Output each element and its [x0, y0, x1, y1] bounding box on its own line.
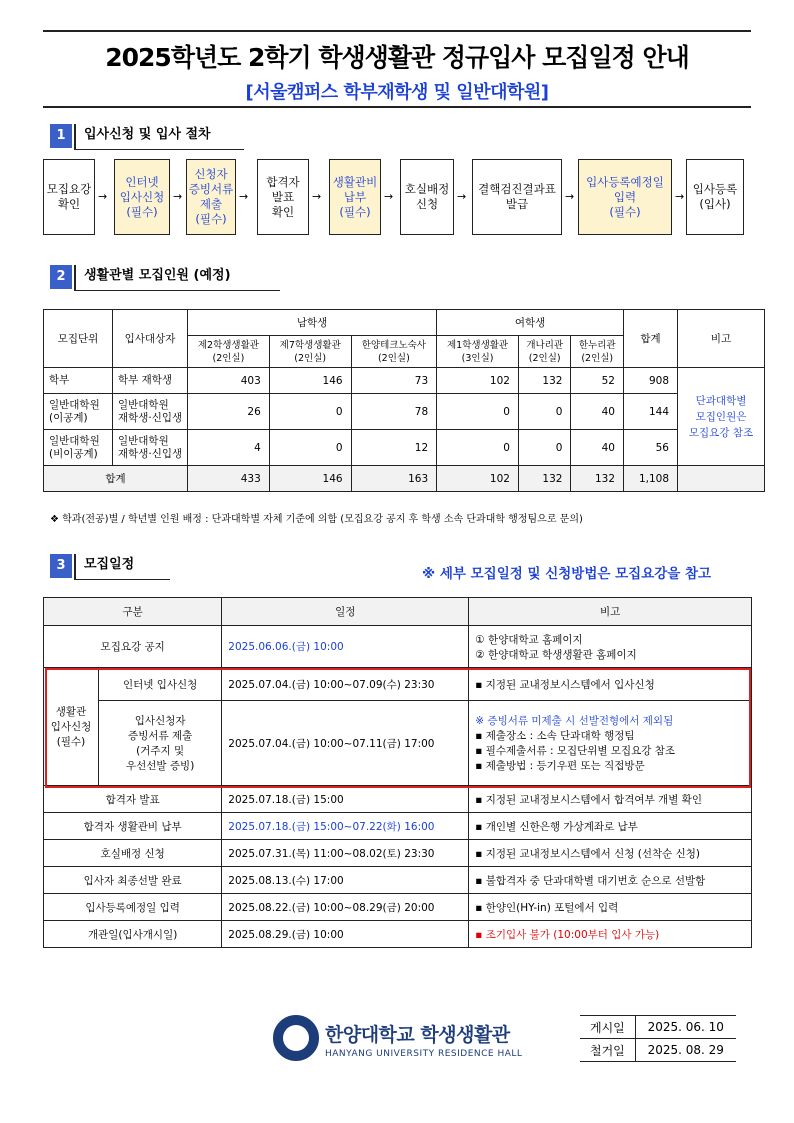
flow-step: 인터넷 입사신청 (필수)	[114, 159, 170, 235]
row-total: 56	[624, 430, 678, 466]
table-row	[44, 894, 752, 921]
table-cell: 26	[188, 394, 270, 430]
capacity-table	[43, 309, 765, 492]
posted-date: 2025. 06. 10	[635, 1016, 736, 1039]
row-date: 2025.08.22.(금) 10:00~08.29(금) 20:00	[222, 894, 469, 921]
grand-total: 1,108	[624, 466, 678, 492]
arrow-right-icon: →	[312, 190, 322, 203]
row-label: 합격자 생활관비 납부	[44, 813, 222, 840]
section-3-title: 모집일정	[74, 554, 170, 580]
table-cell: 0	[269, 394, 351, 430]
col-schedule-remark: 비고	[469, 598, 752, 626]
row-remark: ▪ 지정된 교내정보시스템에서 신청 (선착순 신청)	[469, 840, 752, 867]
institution-logo	[325, 1020, 522, 1059]
logo-english: HANYANG UNIVERSITY RESIDENCE HALL	[325, 1049, 523, 1059]
row-date: 2025.06.06.(금) 10:00	[222, 626, 469, 668]
remark-line: ② 한양대학교 학생생활관 홈페이지	[475, 648, 637, 661]
posting-dates	[580, 1015, 736, 1062]
row-label: 합격자 발표	[44, 786, 222, 813]
row-unit: 학부	[44, 368, 113, 394]
table-cell: 78	[351, 394, 437, 430]
posted-label: 게시일	[580, 1016, 635, 1039]
row-remark: ▪ 불합격자 중 단과대학별 대기번호 순으로 선발함	[469, 867, 752, 894]
row-date: 2025.07.31.(목) 11:00~08.02(토) 23:30	[222, 840, 469, 867]
empty-cell	[678, 466, 765, 492]
row-remark: ▪ 개인별 신한은행 가상계좌로 납부	[469, 813, 752, 840]
arrow-right-icon: →	[384, 190, 394, 203]
row-total: 144	[624, 394, 678, 430]
remark-line: ▪ 제출방법 : 등기우편 또는 직접방문	[475, 760, 645, 772]
row-remark: ▪ 한양인(HY-in) 포털에서 입력	[469, 894, 752, 921]
row-label: 호실배정 신청	[44, 840, 222, 867]
row-unit: 일반대학원 (이공계)	[44, 394, 113, 430]
section-1-badge: 1	[50, 124, 72, 148]
table-cell: 0	[437, 430, 519, 466]
row-date: 2025.08.29.(금) 10:00	[222, 921, 469, 948]
removed-label: 철거일	[580, 1039, 635, 1062]
table-cell: 0	[437, 394, 519, 430]
col-hall: 한양테크노숙사 (2인실)	[351, 336, 437, 368]
table-cell: 12	[351, 430, 437, 466]
table-cell: 146	[269, 466, 351, 492]
arrow-right-icon: →	[565, 190, 575, 203]
table-cell: 0	[518, 430, 571, 466]
table-cell: 40	[571, 394, 624, 430]
col-total: 합계	[624, 310, 678, 368]
flow-step: 입사등록 (입사)	[686, 159, 744, 235]
row-label: 입사신청자 증빙서류 제출 (거주지 및 우선선발 증빙)	[99, 701, 222, 786]
row-unit: 일반대학원 (비이공계)	[44, 430, 113, 466]
logo-korean: 한양대학교 학생생활관	[325, 1024, 510, 1046]
row-label: 인터넷 입사신청	[99, 668, 222, 701]
row-date: 2025.07.04.(금) 10:00~07.09(수) 23:30	[222, 668, 469, 701]
page-subtitle: [서울캠퍼스 학부재학생 및 일반대학원]	[245, 82, 549, 103]
row-label: 입사자 최종선발 완료	[44, 867, 222, 894]
section-2-badge: 2	[50, 265, 72, 289]
arrow-right-icon: →	[98, 190, 108, 203]
col-remark: 비고	[678, 310, 765, 368]
col-hall: 개나리관 (2인실)	[518, 336, 571, 368]
table-row	[44, 921, 752, 948]
schedule-table	[43, 597, 752, 948]
table-row	[44, 626, 752, 668]
row-target: 학부 재학생	[113, 368, 188, 394]
table-cell: 0	[518, 394, 571, 430]
group-label: 생활관 입사신청 (필수)	[44, 668, 99, 786]
arrow-right-icon: →	[675, 190, 685, 203]
arrow-right-icon: →	[173, 190, 183, 203]
row-label: 모집요강 공지	[44, 626, 222, 668]
table-cell: 52	[571, 368, 624, 394]
document-header	[43, 30, 751, 108]
table-cell: 132	[518, 466, 571, 492]
table-cell: 4	[188, 430, 270, 466]
table-cell: 403	[188, 368, 270, 394]
row-remark: ▪ 지정된 교내정보시스템에서 입사신청	[469, 668, 752, 701]
table-row	[44, 368, 765, 394]
section-2-title: 생활관별 모집인원 (예정)	[74, 265, 280, 291]
row-remark	[469, 701, 752, 786]
table-cell: 132	[518, 368, 571, 394]
flow-step: 생활관비 납부 (필수)	[329, 159, 381, 235]
remark-cell: 단과대학별 모집인원은 모집요강 참조	[678, 368, 765, 466]
row-total: 908	[624, 368, 678, 394]
col-category: 구분	[44, 598, 222, 626]
col-male: 남학생	[188, 310, 437, 336]
flow-step: 결핵검진결과표 발급	[472, 159, 562, 235]
col-schedule: 일정	[222, 598, 469, 626]
allocation-note: ❖ 학과(전공)별 / 학년별 인원 배정 : 단과대학별 자체 기준에 의함 (모집요강 공지 후 학생 소속 단과대학 행정팀으로 문의)	[50, 514, 583, 525]
total-label: 합계	[44, 466, 188, 492]
table-cell: 0	[269, 430, 351, 466]
table-cell: 433	[188, 466, 270, 492]
table-row	[44, 867, 752, 894]
flow-step: 입사등록예정일 입력 (필수)	[578, 159, 672, 235]
row-target: 일반대학원 재학생·신입생	[113, 430, 188, 466]
remark-line: ① 한양대학교 홈페이지	[475, 633, 583, 646]
flow-step: 모집요강 확인	[43, 159, 95, 235]
section-1-title: 입사신청 및 입사 절차	[74, 124, 244, 150]
page-title: 2025학년도 2학기 학생생활관 정규입사 모집일정 안내	[105, 43, 689, 72]
flow-step: 신청자 증빙서류 제출 (필수)	[186, 159, 236, 235]
row-remark: ▪ 조기입사 불가 (10:00부터 입사 가능)	[469, 921, 752, 948]
schedule-notice: ※ 세부 모집일정 및 신청방법은 모집요강을 참고	[422, 566, 712, 582]
table-row	[44, 840, 752, 867]
col-target: 입사대상자	[113, 310, 188, 368]
col-hall: 제7학생생활관 (2인실)	[269, 336, 351, 368]
section-3-badge: 3	[50, 554, 72, 578]
remark-warning: ※ 증빙서류 미제출 시 선발전형에서 제외됨	[475, 715, 674, 727]
table-row	[44, 786, 752, 813]
arrow-right-icon: →	[239, 190, 249, 203]
flow-step: 합격자 발표 확인	[257, 159, 309, 235]
row-remark: ▪ 지정된 교내정보시스템에서 합격여부 개별 확인	[469, 786, 752, 813]
total-row	[44, 466, 765, 492]
table-cell: 102	[437, 368, 519, 394]
table-row	[44, 394, 765, 430]
col-hall: 제1학생생활관 (3인실)	[437, 336, 519, 368]
arrow-right-icon: →	[457, 190, 467, 203]
table-row	[44, 813, 752, 840]
col-hall: 한누리관 (2인실)	[571, 336, 624, 368]
flow-step: 호실배정 신청	[400, 159, 454, 235]
row-date: 2025.08.13.(수) 17:00	[222, 867, 469, 894]
remark-line: ▪ 필수제출서류 : 모집단위별 모집요강 참조	[475, 745, 676, 757]
table-cell: 102	[437, 466, 519, 492]
table-row	[44, 430, 765, 466]
table-row	[44, 701, 752, 786]
table-cell: 132	[571, 466, 624, 492]
row-label: 개관일(입사개시일)	[44, 921, 222, 948]
table-cell: 163	[351, 466, 437, 492]
row-label: 입사등록예정일 입력	[44, 894, 222, 921]
remark-line: ▪ 제출장소 : 소속 단과대학 행정팀	[475, 730, 635, 742]
row-remark	[469, 626, 752, 668]
table-cell: 146	[269, 368, 351, 394]
table-row	[44, 668, 752, 701]
row-date: 2025.07.18.(금) 15:00	[222, 786, 469, 813]
removed-date: 2025. 08. 29	[635, 1039, 736, 1062]
table-cell: 73	[351, 368, 437, 394]
row-target: 일반대학원 재학생·신입생	[113, 394, 188, 430]
col-female: 여학생	[437, 310, 624, 336]
col-unit: 모집단위	[44, 310, 113, 368]
table-cell: 40	[571, 430, 624, 466]
row-date: 2025.07.04.(금) 10:00~07.11(금) 17:00	[222, 701, 469, 786]
row-date: 2025.07.18.(금) 15:00~07.22(화) 16:00	[222, 813, 469, 840]
col-hall: 제2학생생활관 (2인실)	[188, 336, 270, 368]
university-seal-icon	[273, 1015, 319, 1061]
